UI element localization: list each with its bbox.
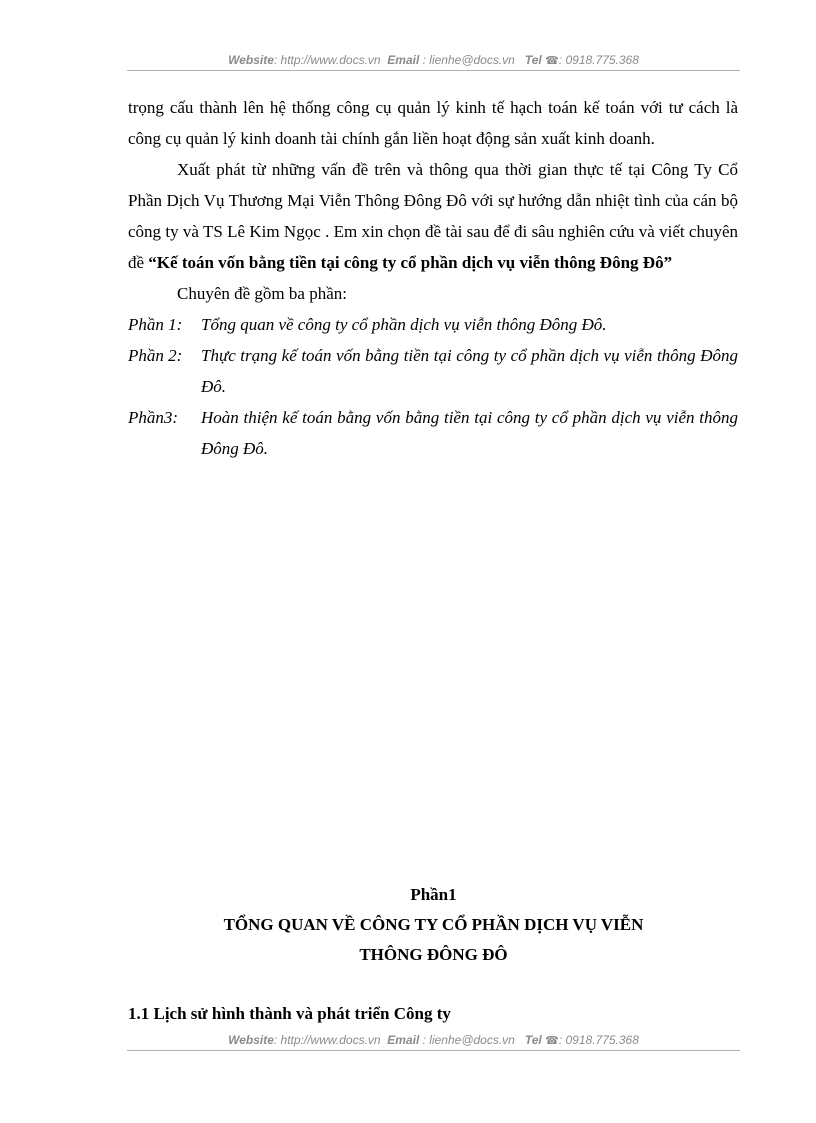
section-heading: 1.1 Lịch sử hình thành và phát triển Công ty [128,1004,451,1023]
chapter-title-line-1: TỔNG QUAN VỀ CÔNG TY CỔ PHẦN DỊCH VỤ VIỄN [223,915,644,934]
header-rule [127,70,740,71]
thesis-title: “Kế toán vốn bằng tiền tại công ty cổ phần dịch vụ viễn thông Đông Đô” [148,253,673,272]
footer-rule [127,1050,740,1051]
part-label: Phần 1: [128,315,183,334]
page-footer [127,1033,740,1047]
tel-label: Tel [524,1033,542,1047]
part-label: Phần 2: [128,346,183,365]
email-value: : lienhe@docs.vn [422,53,515,67]
website-value: : http://www.docs.vn [273,53,381,67]
page-header [127,53,740,67]
part-item [128,309,738,340]
website-label: Website [228,53,274,67]
part-text: Tổng quan về công ty cổ phần dịch vụ viễn thông Đông Đô. [201,315,607,334]
paragraph-2-text: Xuất phát từ những vấn đề trên và thông qua thời gian thực tế tại Công Ty Cổ Phần Dịch Vụ Thương Mại Viễn Thông Đông Đô với sự hướng dẫn nhiệt tình của cán bộ công ty và TS Lê Kim Ngọc . Em xin chọn đề tài sau để đi sâu nghiên cứu và viết chuyên đề [128,160,738,272]
paragraph-1: trọng cấu thành lên hệ thống công cụ quản lý kinh tế hạch toán kế toán với tư cách là công cụ quản lý kinh doanh tài chính gắn liền hoạt động sản xuất kinh doanh. [128,98,738,148]
chapter-label: Phần1 [410,885,457,904]
website-value: : http://www.docs.vn [273,1033,381,1047]
phone-icon: ☎ [545,1035,559,1047]
part-text: Hoàn thiện kế toán bằng vốn bằng tiền tại công ty cổ phần dịch vụ viễn thông Đông Đô. [201,408,738,458]
part-item [128,402,738,464]
part-text: Thực trạng kế toán vốn bằng tiền tại công ty cổ phần dịch vụ viễn thông Đông Đô. [201,346,738,396]
email-label: Email [387,1033,420,1047]
website-label: Website [228,1033,274,1047]
email-label: Email [387,53,420,67]
tel-value: : 0918.775.368 [558,1033,639,1047]
document-body [128,92,738,464]
chapter-title-line-2: THÔNG ĐÔNG ĐÔ [359,945,508,964]
part-item [128,340,738,402]
paragraph-2 [128,154,738,278]
phone-icon: ☎ [545,55,559,67]
part-label: Phần3: [128,408,179,427]
email-value: : lienhe@docs.vn [422,1033,515,1047]
paragraph-3: Chuyên đề gồm ba phần: [177,284,347,303]
tel-value: : 0918.775.368 [558,53,639,67]
tel-label: Tel [524,53,542,67]
